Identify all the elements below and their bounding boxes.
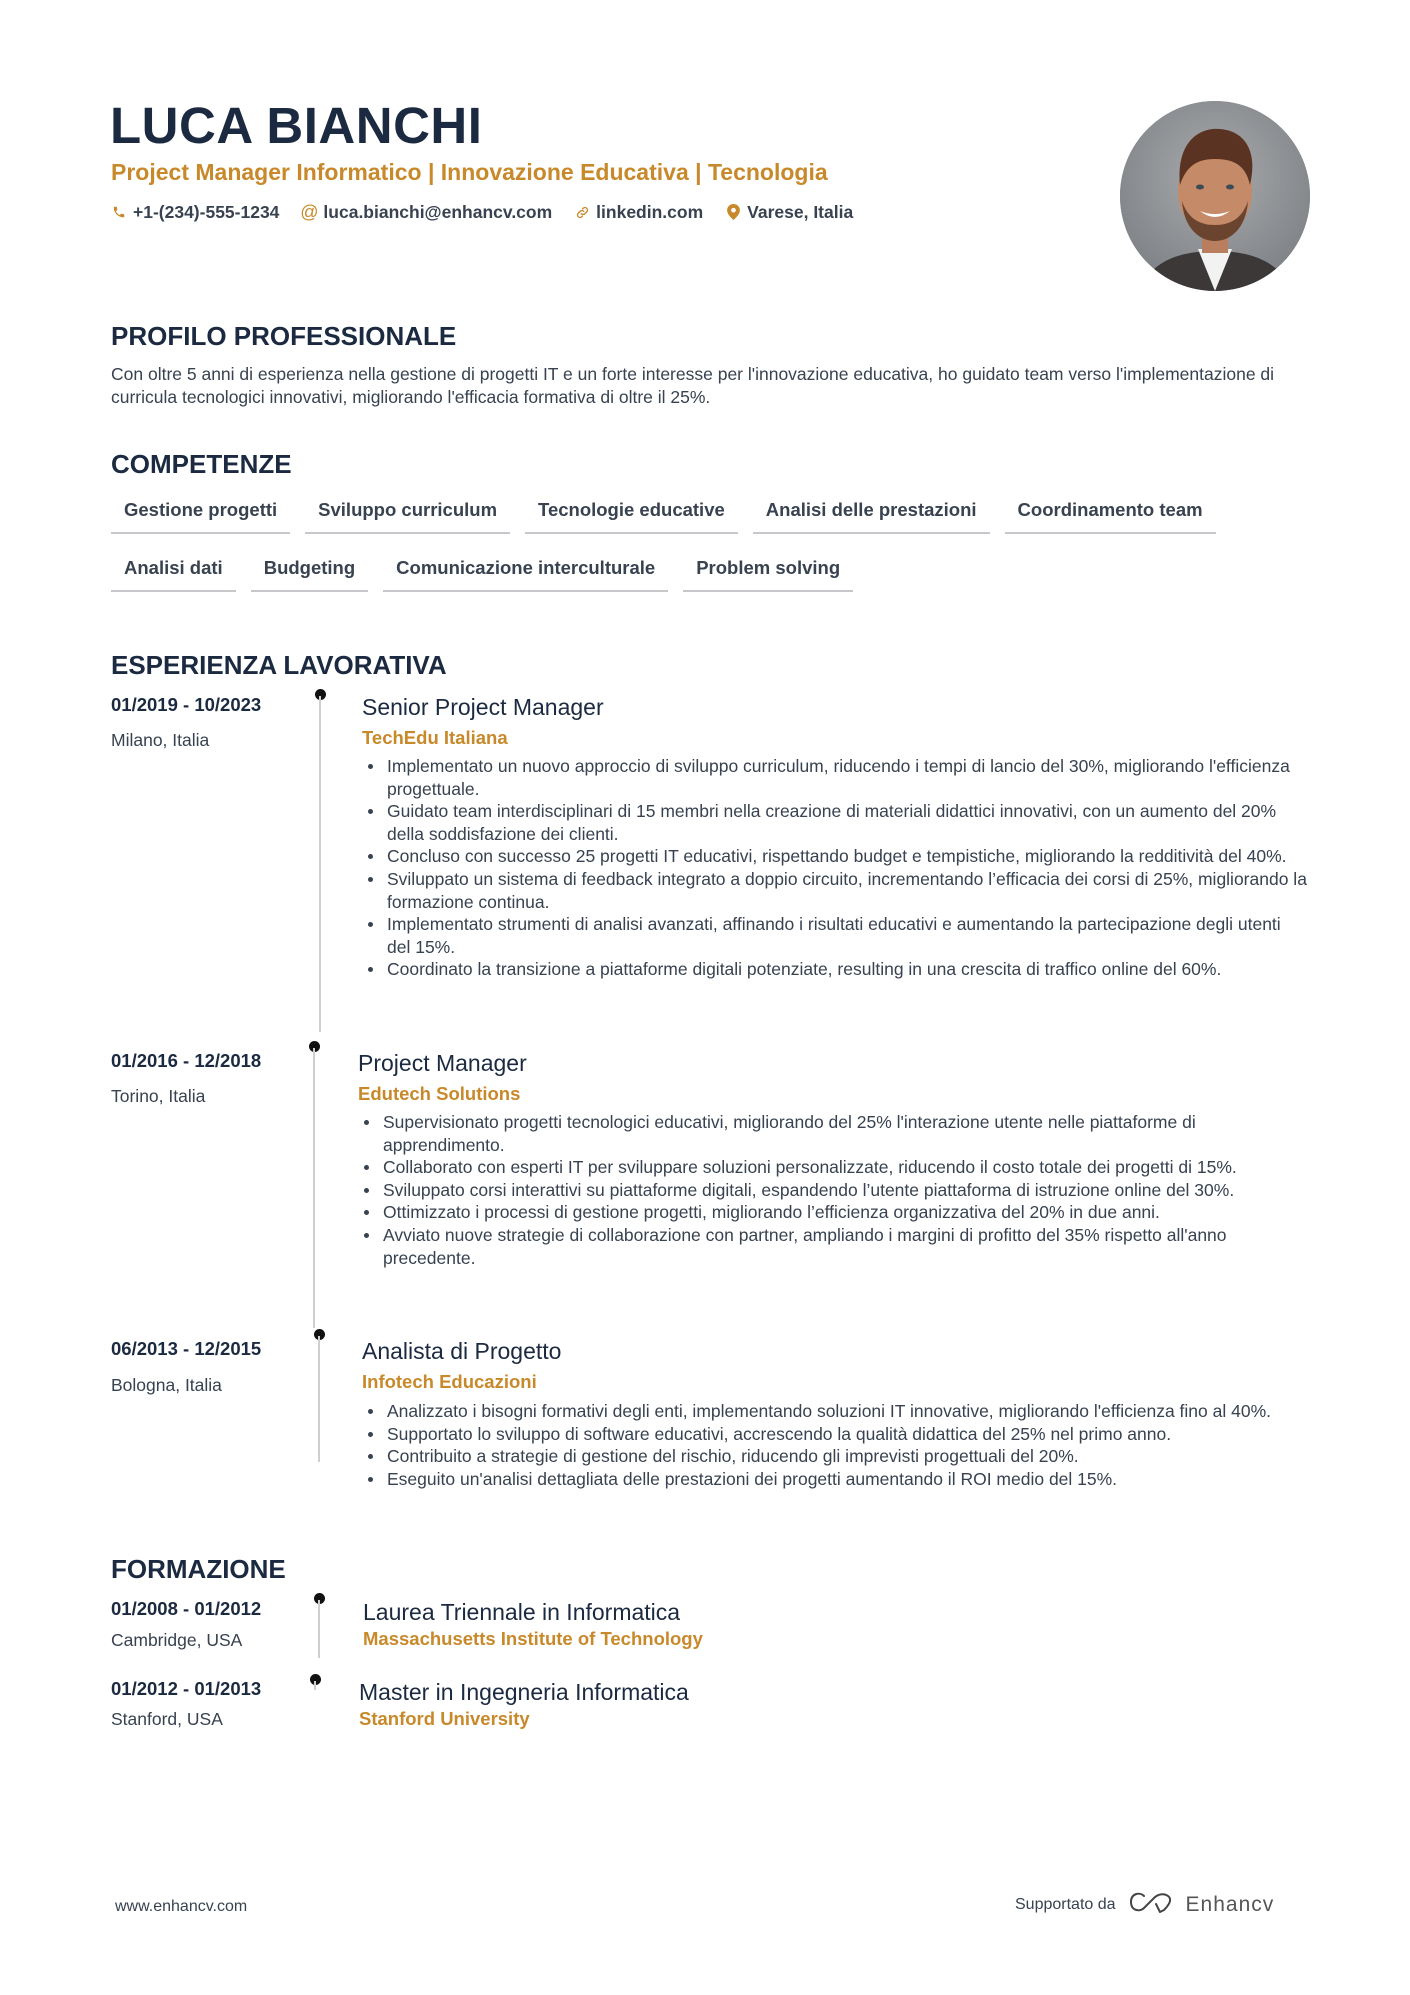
experience-bullet: Ottimizzato i processi di gestione progetti, migliorando l’efficienza organizzativa del 20% in due anni. <box>358 1201 1308 1224</box>
experience-bullet: Analizzato i bisogni formativi degli enti, implementando soluzioni IT innovative, migliorando l'efficienza fino al 40%. <box>362 1400 1312 1423</box>
experience-bullets <box>362 755 1307 981</box>
summary-text: Con oltre 5 anni di esperienza nella gestione di progetti IT e un forte interesse per l'innovazione educativa, ho guidato team verso l'implementazione di curricula tecnologici innovativi, migliorando l'efficacia formativa di oltre il 25%. <box>111 364 1275 407</box>
skill-tag: Sviluppo curriculum <box>305 492 510 534</box>
experience-bullet: Implementato strumenti di analisi avanzati, affinando i risultati educativi e aumentando la partecipazione degli utenti del 15%. <box>362 913 1307 958</box>
avatar-illustration <box>1120 101 1310 291</box>
skill-tag: Problem solving <box>683 550 853 592</box>
experience-bullet: Implementato un nuovo approccio di sviluppo curriculum, riducendo i tempi di lancio del 30%, migliorando l'efficienza progettuale. <box>362 755 1307 800</box>
powered-by-label: Supportato da <box>1015 1895 1116 1913</box>
experience-location: Milano, Italia <box>111 730 210 750</box>
link-icon <box>574 204 590 220</box>
summary-section-title: PROFILO PROFESSIONALE <box>111 321 457 351</box>
experience-location: Bologna, Italia <box>111 1375 222 1395</box>
education-dates: 01/2012 - 01/2013 <box>111 1678 262 1699</box>
experience-role: Project Manager <box>358 1050 527 1076</box>
footer-powered-by[interactable] <box>1015 1890 1274 1919</box>
skill-tag: Analisi delle prestazioni <box>753 492 990 534</box>
education-dates: 01/2008 - 01/2012 <box>111 1598 262 1619</box>
location-pin-icon <box>725 204 741 220</box>
experience-role: Analista di Progetto <box>362 1338 562 1364</box>
experience-bullets <box>362 1400 1312 1490</box>
timeline-line <box>314 1681 316 1690</box>
experience-bullet: Supervisionato progetti tecnologici educativi, migliorando del 25% l'interazione utente nelle piattaforme di apprendimento. <box>358 1111 1308 1156</box>
experience-bullet: Sviluppato un sistema di feedback integrato a doppio circuito, incrementando l’efficacia dei corsi di 25%, migliorando la formazione continua. <box>362 868 1307 913</box>
skill-tag: Gestione progetti <box>111 492 290 534</box>
candidate-name: LUCA BIANCHI <box>110 97 483 154</box>
experience-company: TechEdu Italiana <box>362 727 508 748</box>
skill-tag: Budgeting <box>251 550 368 592</box>
contact-phone[interactable] <box>111 200 279 224</box>
skills-row <box>111 550 1321 592</box>
skill-tag: Tecnologie educative <box>525 492 738 534</box>
candidate-headline: Project Manager Informatico | Innovazione Educativa | Tecnologia <box>111 159 828 185</box>
education-degree: Laurea Triennale in Informatica <box>363 1599 681 1625</box>
skill-tag: Comunicazione interculturale <box>383 550 668 592</box>
experience-bullet: Collaborato con esperti IT per sviluppare soluzioni personalizzate, riducendo il costo totale dei progetti di 15%. <box>358 1156 1308 1179</box>
skills-list <box>111 492 1321 608</box>
enhancv-logo-icon <box>1128 1890 1174 1919</box>
at-icon: @ <box>300 202 319 222</box>
skills-section-title: COMPETENZE <box>111 449 292 479</box>
contact-bar <box>111 200 853 224</box>
experience-bullet: Avviato nuove strategie di collaborazione con partner, ampliando i margini di profitto del 35% rispetto all'anno precedente. <box>358 1224 1308 1269</box>
experience-dates: 01/2016 - 12/2018 <box>111 1050 262 1071</box>
education-degree: Master in Ingegneria Informatica <box>359 1679 689 1705</box>
experience-bullet: Supportato lo sviluppo di software educativi, accrescendo la qualità didattica del 25% nel primo anno. <box>362 1423 1312 1446</box>
experience-location: Torino, Italia <box>111 1086 206 1106</box>
contact-location <box>725 200 853 224</box>
experience-company: Infotech Educazioni <box>362 1371 537 1392</box>
experience-bullet: Concluso con successo 25 progetti IT educativi, rispettando budget e tempistiche, migliorando la redditività del 40%. <box>362 845 1307 868</box>
skill-tag: Analisi dati <box>111 550 236 592</box>
contact-phone-text: +1-(234)-555-1234 <box>133 202 280 222</box>
experience-section-title: ESPERIENZA LAVORATIVA <box>111 650 447 680</box>
contact-location-text: Varese, Italia <box>747 202 854 222</box>
experience-role: Senior Project Manager <box>362 694 604 720</box>
timeline-line <box>313 1048 315 1328</box>
contact-email[interactable] <box>301 200 552 224</box>
experience-company: Edutech Solutions <box>358 1083 521 1104</box>
education-school: Massachusetts Institute of Technology <box>363 1628 703 1649</box>
footer-website-link[interactable]: www.enhancv.com <box>115 1898 248 1915</box>
skill-tag: Coordinamento team <box>1005 492 1216 534</box>
profile-photo <box>1120 101 1310 291</box>
experience-dates: 06/2013 - 12/2015 <box>111 1338 262 1359</box>
phone-icon <box>111 204 127 220</box>
skills-row <box>111 492 1321 534</box>
education-section-title: FORMAZIONE <box>111 1554 286 1584</box>
experience-bullet: Sviluppato corsi interattivi su piattaforme digitali, espandendo l’utente piattaforma di istruzione online del 30%. <box>358 1179 1308 1202</box>
experience-bullets <box>358 1111 1308 1269</box>
experience-bullet: Eseguito un'analisi dettagliata delle prestazioni dei progetti aumentando il ROI medio del 15%. <box>362 1468 1312 1491</box>
timeline-line <box>318 1600 320 1658</box>
education-location: Stanford, USA <box>111 1709 223 1729</box>
experience-bullet: Coordinato la transizione a piattaforme digitali potenziate, resulting in una crescita di traffico online del 60%. <box>362 958 1307 981</box>
education-location: Cambridge, USA <box>111 1630 243 1650</box>
timeline-line <box>318 1336 320 1462</box>
education-school: Stanford University <box>359 1708 530 1729</box>
contact-email-text: luca.bianchi@enhancv.com <box>323 202 553 222</box>
experience-bullet: Guidato team interdisciplinari di 15 membri nella creazione di materiali didattici innovativi, con un aumento del 20% della soddisfazione dei clienti. <box>362 800 1307 845</box>
experience-bullet: Contribuito a strategie di gestione del rischio, riducendo gli imprevisti progettuali del 20%. <box>362 1445 1312 1468</box>
enhancv-brand: Enhancv <box>1185 1892 1275 1916</box>
contact-linkedin-text: linkedin.com <box>596 202 704 222</box>
timeline-line <box>319 696 321 1032</box>
experience-dates: 01/2019 - 10/2023 <box>111 694 262 715</box>
contact-linkedin[interactable] <box>574 200 703 224</box>
